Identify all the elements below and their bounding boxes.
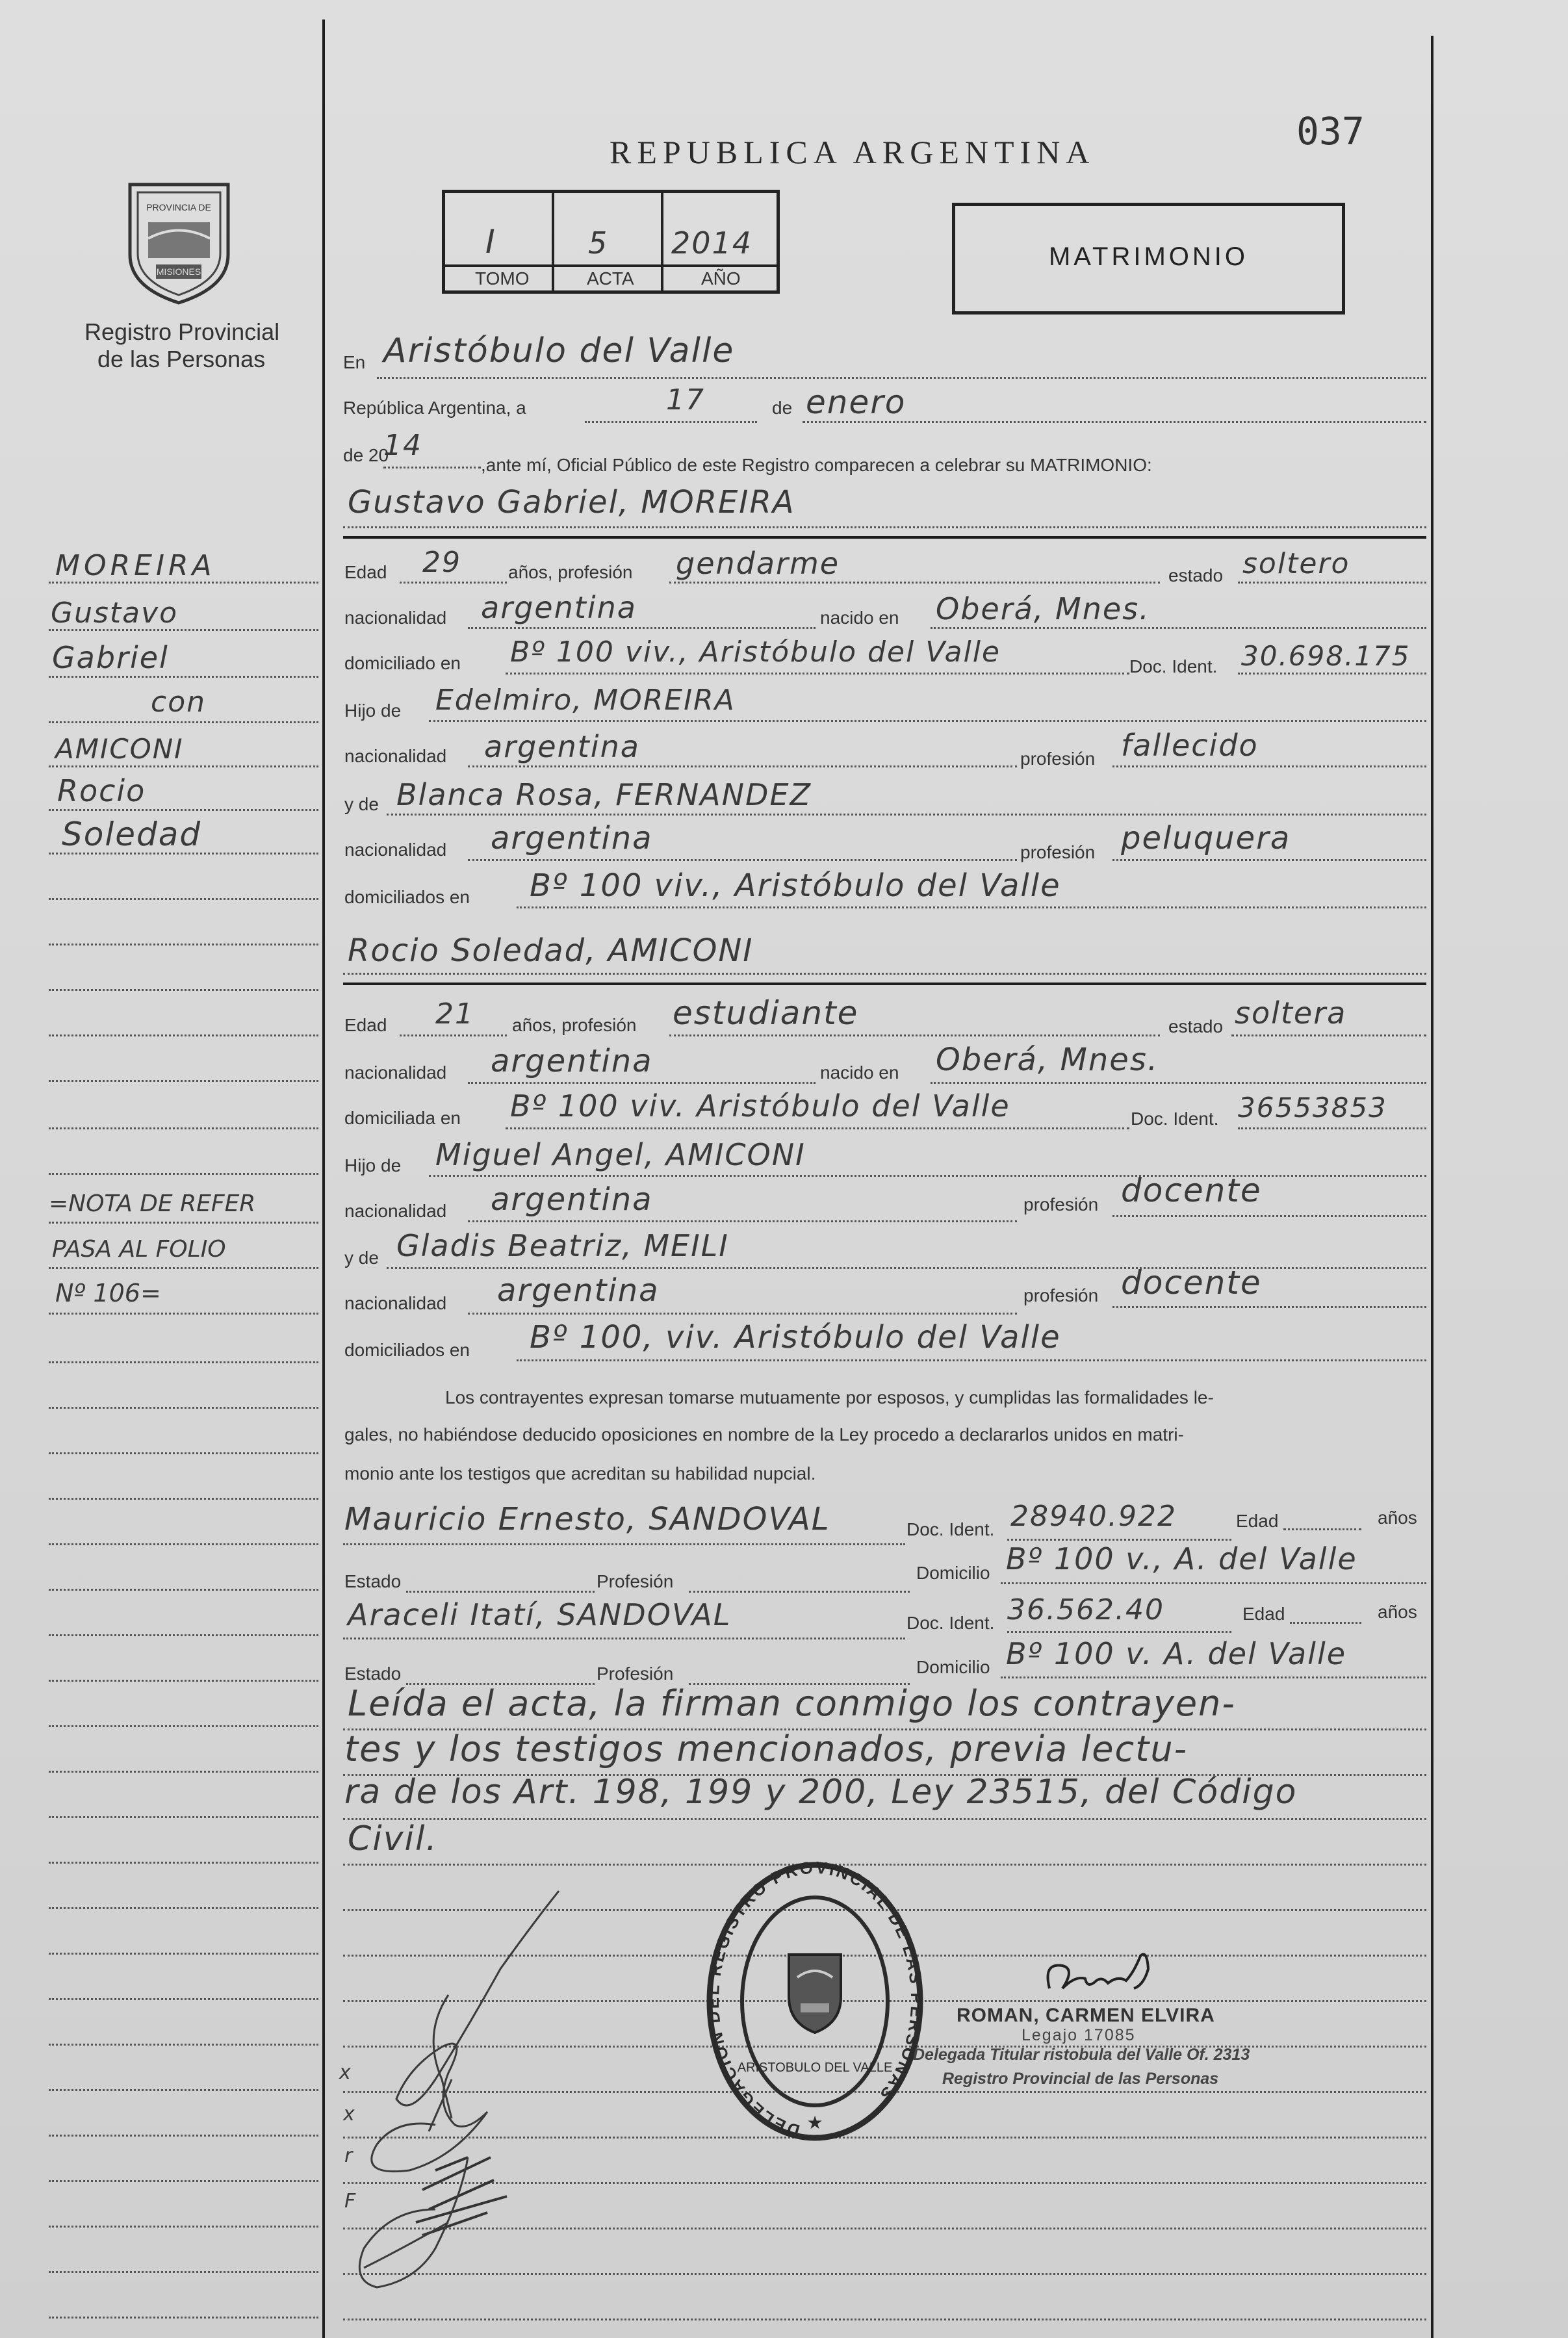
groom-nacido-label: nacido en (820, 608, 899, 628)
witness2-anos-label: años (1378, 1602, 1417, 1622)
groom-nac-label: nacionalidad (344, 608, 447, 628)
bride-nac-label: nacionalidad (344, 1062, 447, 1083)
country-title: REPUBLICA ARGENTINA (610, 134, 1096, 170)
acta-label: ACTA (587, 268, 634, 289)
signature-mark-1: x (339, 2061, 352, 2084)
witness1-estado-label: Estado (344, 1571, 402, 1591)
bride-padre-prof: docente (1121, 1172, 1262, 1209)
margin-name-5: AMICONI (55, 733, 184, 765)
document-type-box (952, 203, 1345, 315)
svg-text:DELEGACION DEL REGISTRO PROVIN: DELEGACION DEL REGISTRO PROVINCIAL DE LAS PERSONAS (703, 1857, 927, 2141)
bride-padres-dom: Bº 100, viv. Aristóbulo del Valle (530, 1319, 1061, 1355)
ante-text: ,ante mí, Oficial Público de este Registro comparecen a celebrar su MATRIMONIO: (481, 455, 1152, 475)
folio-number: 037 (1296, 109, 1365, 153)
groom-madre-prof: peluquera (1121, 820, 1291, 856)
witness2-doc-label: Doc. Ident. (906, 1613, 995, 1633)
groom-padre: Edelmiro, MOREIRA (435, 684, 736, 717)
groom-domicilio: Bº 100 viv., Aristóbulo del Valle (510, 636, 1001, 669)
en-label: En (343, 352, 366, 372)
witness2-edad-label: Edad (1242, 1604, 1285, 1624)
witness2-domicilio-label: Domicilio (916, 1657, 990, 1677)
acta-table (442, 190, 780, 294)
bride-profesion-label: años, profesión (512, 1015, 637, 1035)
bride-madre-nac: argentina (497, 1272, 660, 1309)
svg-text:PROVINCIA DE: PROVINCIA DE (146, 202, 211, 212)
groom-name: Gustavo Gabriel, MOREIRA (348, 484, 795, 520)
tomo-label: TOMO (475, 268, 530, 289)
officer-legajo: Legajo 17085 (1022, 2026, 1136, 2044)
groom-profesion: gendarme (676, 546, 840, 581)
officer-registry: Registro Provincial de las Personas (942, 2070, 1219, 2088)
groom-estado: soltero (1242, 547, 1350, 580)
bride-nacido-en: Oberá, Mnes. (936, 1042, 1159, 1078)
groom-nacido-en: Oberá, Mnes. (936, 591, 1150, 626)
groom-hijo-label: Hijo de (344, 700, 402, 721)
statement-line1: Los contrayentes expresan tomarse mutuamente por esposos, y cumplidas las formalidades le- (445, 1387, 1214, 1407)
registry-stamp-icon (703, 1857, 927, 2150)
bride-domicilio: Bº 100 viv. Aristóbulo del Valle (510, 1088, 1010, 1124)
groom-padres-dom-label: domiciliados en (344, 887, 470, 907)
groom-edad: 29 (422, 546, 461, 579)
closing-line3: ra de los Art. 198, 199 y 200, Ley 23515, del Código (344, 1773, 1298, 1812)
bride-padres-dom-label: domiciliados en (344, 1340, 470, 1360)
bride-nacido-label: nacido en (820, 1062, 899, 1083)
witness2-name: Araceli Itatí, SANDOVAL (348, 1597, 732, 1632)
signature-mark-4: F (344, 2190, 357, 2213)
bride-name: Rocio Soledad, AMICONI (348, 932, 754, 969)
margin-name-2: Gustavo (51, 597, 179, 630)
margin-note-2: PASA AL FOLIO (52, 1236, 226, 1263)
month-value: enero (806, 383, 906, 421)
statement-line3: monio ante los testigos que acreditan su habilidad nupcial. (344, 1463, 816, 1484)
bride-madre-prof: docente (1121, 1264, 1262, 1302)
bride-doc-label: Doc. Ident. (1131, 1109, 1219, 1129)
witness1-name: Mauricio Ernesto, SANDOVAL (344, 1501, 830, 1537)
acta-value: 5 (588, 225, 609, 261)
bride-edad-label: Edad (344, 1015, 387, 1035)
bride-nacionalidad: argentina (491, 1043, 653, 1079)
bride-madre: Gladis Beatriz, MEILI (396, 1228, 729, 1263)
officer-signature-icon (1036, 1936, 1166, 2008)
groom-ymadre-label: y de (344, 794, 379, 814)
document-type: MATRIMONIO (1048, 242, 1248, 271)
year-value: 14 (383, 429, 422, 462)
witness1-edad-label: Edad (1236, 1511, 1279, 1531)
bride-madre-nac-label: nacionalidad (344, 1293, 447, 1313)
bride-doc: 36553853 (1238, 1092, 1387, 1124)
groom-madre-nac-label: nacionalidad (344, 840, 447, 860)
svg-text:ARISTOBULO DEL VALLE: ARISTOBULO DEL VALLE (737, 2061, 893, 2075)
witness1-domicilio-label: Domicilio (916, 1563, 990, 1583)
svg-text:MISIONES: MISIONES (156, 266, 201, 277)
day-value: 17 (666, 383, 705, 417)
province-seal-icon (122, 177, 236, 307)
party-signatures-icon (338, 1884, 585, 2307)
groom-doc-label: Doc. Ident. (1129, 656, 1218, 676)
bride-edad: 21 (435, 997, 474, 1031)
anio-value: 2014 (671, 225, 753, 261)
officer-name: ROMAN, CARMEN ELVIRA (957, 2005, 1215, 2026)
witness1-doc-label: Doc. Ident. (906, 1519, 995, 1539)
margin-name-4: con (151, 686, 206, 719)
bride-dom-label: domiciliada en (344, 1108, 461, 1128)
groom-nacionalidad: argentina (481, 590, 637, 625)
place-value: Aristóbulo del Valle (383, 331, 735, 370)
witness2-prof-label: Profesión (597, 1664, 674, 1684)
witness1-doc: 28940.922 (1010, 1500, 1177, 1533)
bride-ymadre-label: y de (344, 1248, 379, 1268)
witness2-estado-label: Estado (344, 1664, 402, 1684)
groom-padre-prof-label: profesión (1020, 749, 1096, 769)
bride-padre-nac: argentina (491, 1181, 653, 1218)
margin-name-6: Rocio (57, 773, 146, 808)
groom-profesion-label: años, profesión (508, 562, 633, 582)
officer-title: Delegada Titular ristobula del Valle Of. 2313 (913, 2046, 1250, 2064)
bride-padre: Miguel Angel, AMICONI (435, 1137, 806, 1172)
bride-padre-nac-label: nacionalidad (344, 1201, 447, 1221)
closing-line2: tes y los testigos mencionados, previa lectu- (344, 1728, 1189, 1769)
bride-padre-prof-label: profesión (1023, 1194, 1099, 1214)
bride-hijo-label: Hijo de (344, 1155, 402, 1175)
margin-note-1: =NOTA DE REFER (49, 1190, 256, 1217)
witness1-anos-label: años (1378, 1508, 1417, 1528)
bride-estado: soltera (1235, 996, 1347, 1031)
witness2-domicilio: Bº 100 v. A. del Valle (1006, 1636, 1347, 1671)
margin-name-1: MOREIRA (55, 549, 216, 582)
bride-profesion: estudiante (673, 994, 859, 1032)
signature-mark-2: x (343, 2103, 356, 2126)
registry-name-line2: de las Personas (97, 346, 266, 372)
tomo-value: I (485, 223, 496, 261)
groom-madre-prof-label: profesión (1020, 842, 1096, 862)
groom-padre-nac: argentina (484, 729, 640, 764)
groom-madre-nac: argentina (491, 820, 653, 856)
margin-note-3: Nº 106= (55, 1279, 161, 1307)
signature-mark-3: r (344, 2144, 354, 2167)
margin-name-7: Soledad (62, 816, 202, 853)
bride-madre-prof-label: profesión (1023, 1285, 1099, 1305)
registry-name-line1: Registro Provincial (84, 318, 280, 345)
right-rule (1431, 36, 1433, 2338)
groom-padres-dom: Bº 100 viv., Aristóbulo del Valle (530, 867, 1061, 904)
republica-label: República Argentina, a (343, 398, 526, 418)
witness1-domicilio: Bº 100 v., A. del Valle (1006, 1541, 1357, 1576)
groom-padre-nac-label: nacionalidad (344, 746, 447, 766)
groom-padre-prof: fallecido (1121, 728, 1259, 763)
groom-doc: 30.698.175 (1241, 640, 1411, 672)
margin-rule (322, 19, 325, 2338)
groom-madre: Blanca Rosa, FERNANDEZ (396, 777, 812, 812)
margin-name-3: Gabriel (52, 640, 169, 675)
de20-label: de 20 (343, 445, 389, 465)
bride-estado-label: estado (1168, 1016, 1224, 1036)
witness2-doc: 36.562.40 (1007, 1593, 1164, 1626)
de-label: de (772, 398, 793, 418)
closing-line4: Civil. (348, 1819, 438, 1858)
closing-line1: Leída el acta, la firman conmigo los contrayen- (348, 1683, 1236, 1724)
groom-estado-label: estado (1168, 565, 1224, 585)
witness1-prof-label: Profesión (597, 1571, 674, 1591)
statement-line2: gales, no habiéndose deducido oposiciones en nombre de la Ley procedo a declararlos unidos en matri- (344, 1424, 1184, 1445)
groom-edad-label: Edad (344, 562, 387, 582)
groom-dom-label: domiciliado en (344, 653, 461, 673)
svg-text:★: ★ (806, 2112, 823, 2133)
anio-label: AÑO (701, 268, 741, 289)
